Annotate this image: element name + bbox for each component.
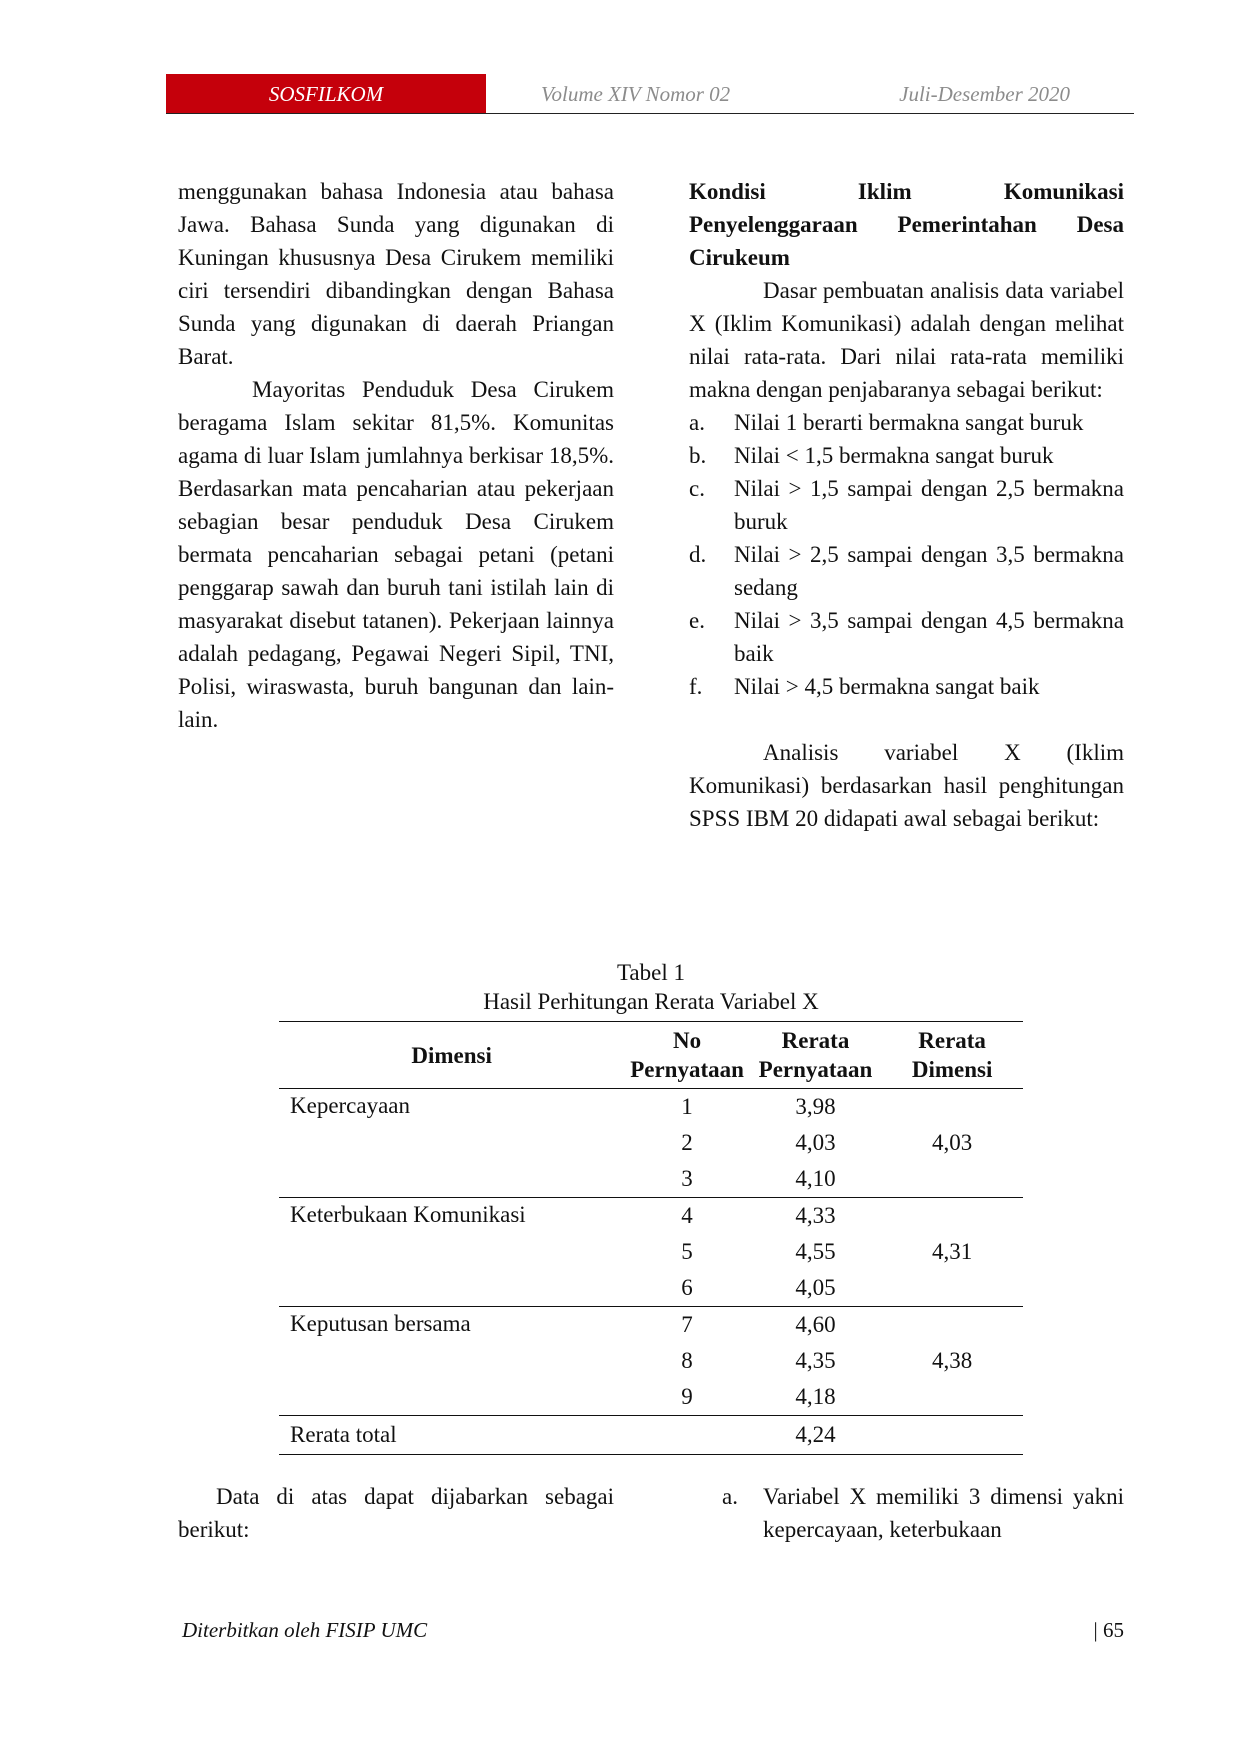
header-no-pernyataan: No Pernyataan <box>630 1028 744 1082</box>
statement-no: 8 <box>681 1348 693 1373</box>
list-item <box>689 472 1124 538</box>
section-heading: Kondisi Iklim Komunikasi Penyelenggaraan Pemerintahan Desa Cirukeum <box>689 179 1124 270</box>
list-item <box>689 604 1124 670</box>
list-item <box>689 538 1124 604</box>
statement-mean: 4,05 <box>795 1275 836 1300</box>
dimension-name: Kepercayaan <box>290 1093 411 1118</box>
table-row <box>279 1307 1023 1344</box>
list-item <box>689 406 1124 439</box>
paragraph: menggunakan bahasa Indonesia atau bahasa Jawa. Bahasa Sunda yang digunakan di Kuningan khususnya Desa Cirukem memiliki ciri tersendiri dibandingkan dengan Bahasa Sunda yang digunakan di daerah Priangan Barat. <box>178 179 614 369</box>
statement-no: 9 <box>681 1384 693 1409</box>
statement-mean: 4,18 <box>795 1384 836 1409</box>
table-row <box>279 1089 1023 1126</box>
journal-period: Juli-Desember 2020 <box>899 82 1070 106</box>
list-label: d. <box>689 542 707 567</box>
list-label: b. <box>689 443 707 468</box>
list-item <box>689 439 1124 472</box>
total-label: Rerata total <box>290 1422 397 1447</box>
journal-volume: Volume XIV Nomor 02 <box>541 82 731 106</box>
header-rerata-pernyataan: Rerata Pernyataan <box>758 1028 873 1082</box>
paragraph: Dasar pembuatan analisis data variabel X (Iklim Komunikasi) adalah dengan melihat nilai rata-rata. Dari nilai rata-rata memiliki makna dengan penjabaranya sebagai berikut: <box>689 278 1124 402</box>
statement-mean: 4,55 <box>795 1239 836 1264</box>
table-title: Tabel 1 <box>616 960 685 985</box>
paragraph-text: Data di atas dapat dijabarkan sebagai berikut: <box>178 1484 614 1542</box>
list-label: c. <box>689 476 705 501</box>
header-rule <box>166 113 1134 114</box>
table-subtitle: Hasil Perhitungan Rerata Variabel X <box>483 989 819 1014</box>
list-label: e. <box>689 608 705 633</box>
statement-mean: 4,60 <box>795 1312 836 1337</box>
statement-no: 4 <box>681 1203 693 1228</box>
left-column <box>178 175 614 736</box>
statement-no: 6 <box>681 1275 693 1300</box>
page-number: | 65 <box>1093 1618 1124 1642</box>
table-header-row <box>279 1022 1023 1089</box>
paragraph: Mayoritas Penduduk Desa Cirukem beragama Islam sekitar 81,5%. Komunitas agama di luar Islam jumlahnya berkisar 18,5%. Berdasarkan mata pencaharian atau pekerjaan sebagian besar penduduk Desa Cirukem bermata pencaharian sebagai petani (petani penggarap sawah dan buruh tani istilah lain di masyarakat disebut tatanen). Pekerjaan lainnya adalah pedagang, Pegawai Negeri Sipil, TNI, Polisi, wiraswasta, buruh bangunan dan lain-lain. <box>178 377 614 732</box>
results-table <box>279 1021 1023 1455</box>
list-text: Nilai 1 berarti bermakna sangat buruk <box>734 410 1084 435</box>
list-text: Nilai < 1,5 bermakna sangat buruk <box>734 443 1054 468</box>
dimension-mean: 4,31 <box>931 1239 973 1264</box>
header-rerata-dimensi: Rerata Dimensi <box>911 1028 993 1082</box>
list-text: Nilai > 1,5 sampai dengan 2,5 bermakna buruk <box>734 476 1124 534</box>
list-label: a. <box>722 1484 738 1509</box>
statement-mean: 3,98 <box>795 1094 836 1119</box>
statement-no: 7 <box>681 1312 693 1337</box>
list-label: f. <box>689 674 703 699</box>
total-value: 4,24 <box>795 1422 836 1447</box>
table-row <box>279 1198 1023 1235</box>
list-text: Nilai > 2,5 sampai dengan 3,5 bermakna sedang <box>734 542 1124 600</box>
paragraph <box>178 1480 614 1546</box>
page-header <box>166 74 1134 114</box>
table-total-row <box>279 1416 1023 1455</box>
dimension-name: Keputusan bersama <box>290 1311 471 1336</box>
dimension-mean: 4,38 <box>931 1348 973 1373</box>
statement-no: 1 <box>681 1094 693 1119</box>
statement-mean: 4,33 <box>795 1203 836 1228</box>
list-item <box>689 670 1124 703</box>
statement-no: 3 <box>681 1166 693 1191</box>
dimension-name: Keterbukaan Komunikasi <box>290 1202 526 1227</box>
statement-mean: 4,03 <box>795 1130 836 1155</box>
statement-mean: 4,10 <box>795 1166 836 1191</box>
list-text: Nilai > 4,5 bermakna sangat baik <box>734 674 1040 699</box>
dimension-mean: 4,03 <box>931 1130 973 1155</box>
statement-no: 5 <box>681 1239 693 1264</box>
criteria-list <box>689 406 1124 703</box>
list-item <box>722 1480 1124 1546</box>
right-column <box>689 175 1124 835</box>
list-text: Nilai > 3,5 sampai dengan 4,5 bermakna baik <box>734 608 1124 666</box>
footer-publisher: Diterbitkan oleh FISIP UMC <box>182 1618 428 1642</box>
list-label: a. <box>689 410 705 435</box>
paragraph: Analisis variabel X (Iklim Komunikasi) berdasarkan hasil penghitungan SPSS IBM 20 didapati awal sebagai berikut: <box>689 740 1124 831</box>
list-text: Variabel X memiliki 3 dimensi yakni kepercayaan, keterbukaan <box>763 1484 1124 1542</box>
header-dimensi: Dimensi <box>411 1042 492 1068</box>
statement-no: 2 <box>681 1130 693 1155</box>
statement-mean: 4,35 <box>795 1348 836 1373</box>
journal-name: SOSFILKOM <box>166 74 486 114</box>
